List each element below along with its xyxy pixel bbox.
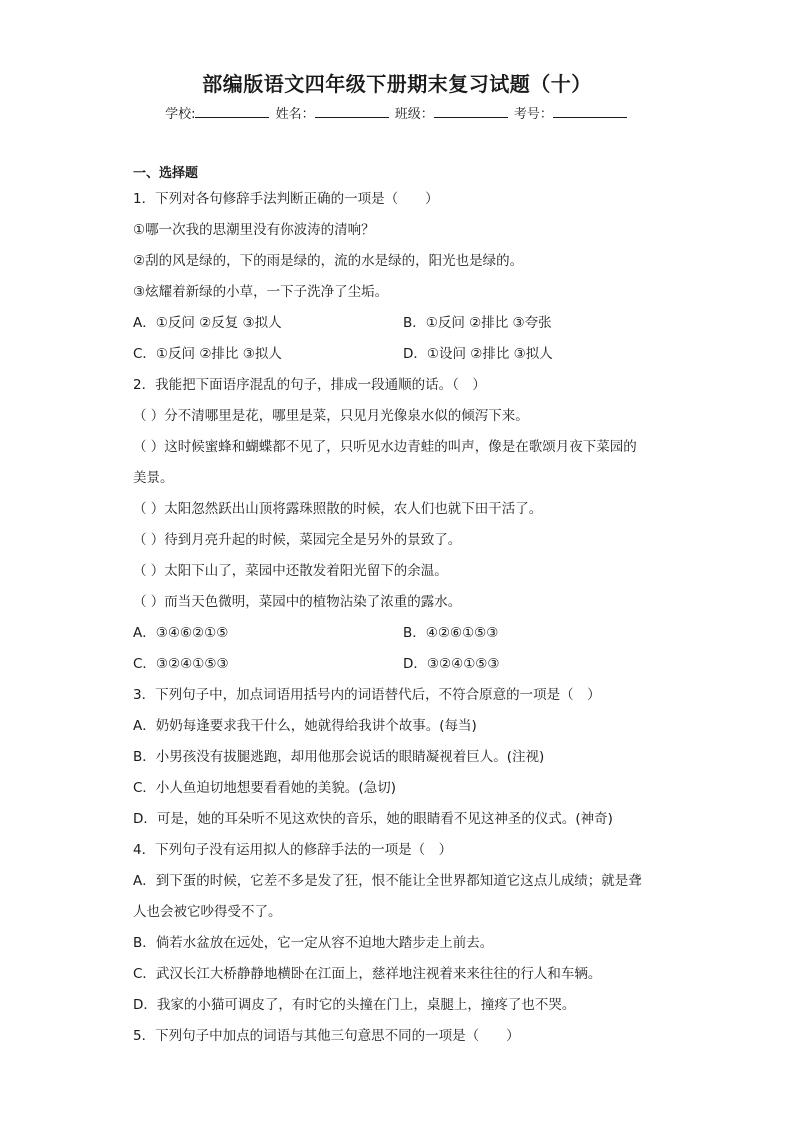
page-title: 部编版语文四年级下册期末复习试题（十） xyxy=(202,72,592,96)
question-4-option-b[interactable]: B．倘若水盆放在远处，它一定从容不迫地大踏步走上前去。 xyxy=(133,935,494,951)
question-2-line: （ ）太阳忽然跃出山顶将露珠照散的时候，农人们也就下田干活了。 xyxy=(133,501,543,517)
question-2-stem: 2．我能把下面语序混乱的句子，排成一段通顺的话。（ ） xyxy=(133,377,486,393)
question-1-option-c[interactable]: C．①反问 ②排比 ③拟人 xyxy=(133,346,282,362)
class-label: 班级： xyxy=(394,107,434,122)
question-1-options-row xyxy=(133,339,673,370)
question-2-option-d[interactable]: D．③②④①⑤③ xyxy=(403,656,500,672)
question-4-option-c[interactable]: C．武汉长江大桥静静地横卧在江面上，慈祥地注视着来来往往的行人和车辆。 xyxy=(133,966,602,982)
section-heading: 一、选择题 xyxy=(133,166,199,181)
question-1-option-a[interactable]: A．①反问 ②反复 ③拟人 xyxy=(133,315,282,331)
question-2-option-b[interactable]: B．④②⑥①⑤③ xyxy=(403,625,499,641)
question-4-option-a[interactable]: A．到下蛋的时候，它差不多是发了狂，恨不能让全世界都知道它这点儿成绩；就是聋 xyxy=(133,873,642,889)
question-1-stem: 1．下列对各句修辞手法判断正确的一项是（ ） xyxy=(133,191,439,207)
question-1-option-d[interactable]: D．①设问 ②排比 ③拟人 xyxy=(403,346,553,362)
question-1-line: ③炫耀着新绿的小草，一下子洗净了尘垢。 xyxy=(133,284,389,300)
question-5-stem: 5．下列句子中加点的词语与其他三句意思不同的一项是（ ） xyxy=(133,1028,520,1044)
question-2-options-row xyxy=(133,618,673,649)
question-3-stem: 3．下列句子中，加点词语用括号内的词语替代后，不符合原意的一项是（ ） xyxy=(133,687,601,703)
question-3-option-c[interactable]: C．小人鱼迫切地想要看看她的美貌。(急切) xyxy=(133,780,396,796)
question-2-line: （ ）太阳下山了，菜园中还散发着阳光留下的余温。 xyxy=(133,563,448,579)
school-blank[interactable] xyxy=(195,105,269,118)
question-1-options-row xyxy=(133,308,673,339)
question-2-line: （ ）这时候蜜蜂和蝴蝶都不见了，只听见水边青蛙的叫声，像是在歌颂月夜下菜园的 xyxy=(133,439,637,455)
question-2-line: （ ）待到月亮升起的时候，菜园完全是另外的景致了。 xyxy=(133,532,462,548)
question-4-stem: 4．下列句子没有运用拟人的修辞手法的一项是（ ） xyxy=(133,842,453,858)
question-2-line: （ ）而当天色微明，菜园中的植物沾染了浓重的露水。 xyxy=(133,594,462,610)
exam-number-label: 考号： xyxy=(513,107,553,122)
exam-number-blank[interactable] xyxy=(553,105,627,118)
question-2-option-a[interactable]: A．③④⑥②①⑤ xyxy=(133,625,229,641)
class-blank[interactable] xyxy=(434,105,508,118)
question-1-line: ①哪一次我的思潮里没有你波涛的清响？ xyxy=(133,222,375,238)
question-2-line: （ ）分不清哪里是花，哪里是菜，只见月光像泉水似的倾泻下来。 xyxy=(133,408,529,424)
school-label: 学校: xyxy=(165,107,196,122)
name-label: 姓名： xyxy=(275,107,315,122)
question-content xyxy=(133,164,673,1052)
student-info-line xyxy=(0,103,794,122)
question-4-option-a-cont: 人也会被它吵得受不了。 xyxy=(133,904,282,920)
question-4-option-d[interactable]: D．我家的小猫可调皮了，有时它的头撞在门上，桌腿上，撞疼了也不哭。 xyxy=(133,997,576,1013)
question-1-line: ②刮的风是绿的，下的雨是绿的，流的水是绿的，阳光也是绿的。 xyxy=(133,253,524,269)
name-blank[interactable] xyxy=(315,105,389,118)
question-3-option-a[interactable]: A．奶奶每逢要求我干什么，她就得给我讲个故事。(每当) xyxy=(133,718,477,734)
question-3-option-b[interactable]: B．小男孩没有拔腿逃跑，却用他那会说话的眼睛凝视着巨人。(注视) xyxy=(133,749,545,765)
question-3-option-d[interactable]: D．可是，她的耳朵听不见这欢快的音乐，她的眼睛看不见这神圣的仪式。(神奇) xyxy=(133,811,613,827)
question-2-line: 美景。 xyxy=(133,470,174,486)
question-1-option-b[interactable]: B．①反问 ②排比 ③夸张 xyxy=(403,315,552,331)
question-2-options-row xyxy=(133,649,673,680)
question-2-option-c[interactable]: C．③②④①⑤③ xyxy=(133,656,229,672)
